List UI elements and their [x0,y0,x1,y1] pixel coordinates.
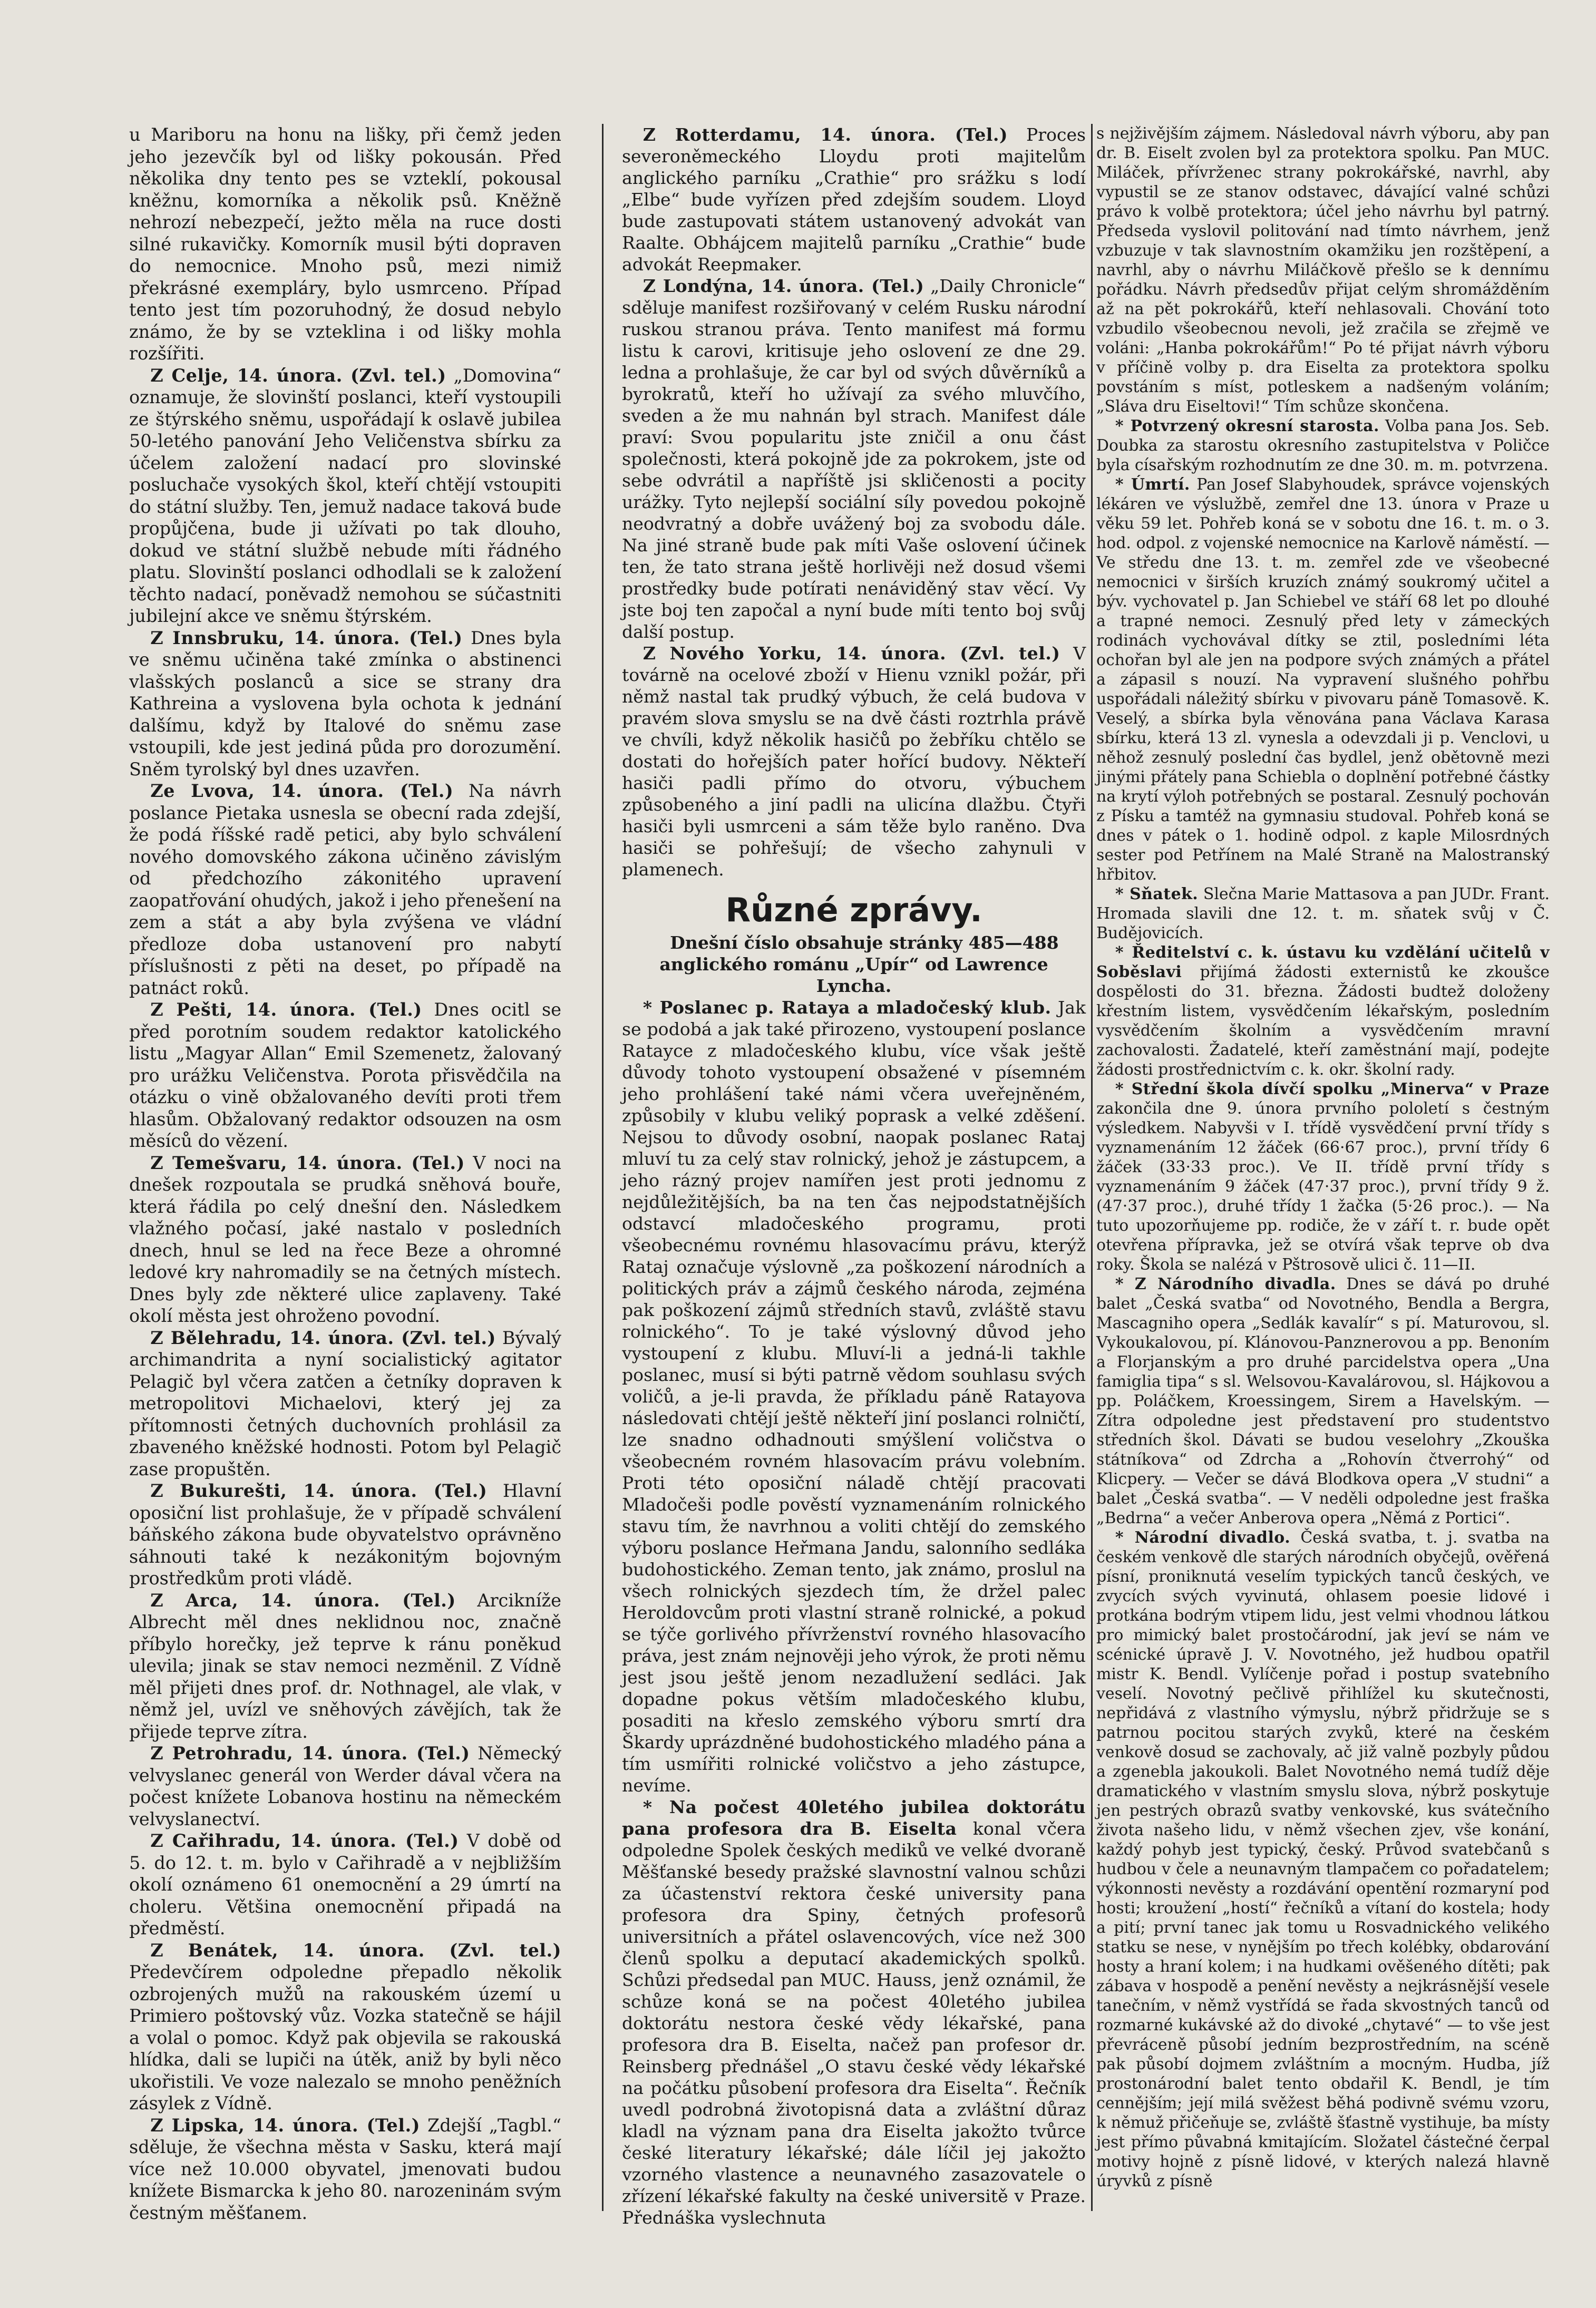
article-text: Pan Josef Slabyhoudek, správce vojenských lékáren ve výslužbě, zemřel dne 13. února v Praze u věku 59 let. Pohřeb koná se v sobotu dne 16. t. m. o 3. hod. odpol. z vojenské nemocnice na Karlově náměstí. — Ve středu dne 13. t. m. zemřel zde ve všeobecné nemocnici v širších kruzích známý soukromý učitel a býv. vychovatel p. Jan Schiebel ve stáří 68 let po dlouhé a trapné nemoci. Zesnulý před lety v zámeckých rodinách vychovával dítky se ztil, posledními léta ochořan byl ale jen na podpore svých známých a přátel a zápasil s nouzí. Na vypravení slušného pohřbu uspořádali náležitý sbírku v pivovaru páně Tomasově. K. Veselý, a sbírka byla věnována pana Václava Karasa sbírku, která 13 zl. vynesla a odevzdali ji p. Venclovi, u něhož zesnulý poslední čas bydlel, jenž obětovně mezi jinými přátely pana Schiebla o doplnění potřebné částky na krytí výloh potřebných se postaral. Zesnulý pochován z Písku a tamtéž na gymnasiu studoval. Pohřeb koná se dnes v pátek o 1. hodině odpol. z kaple Milosrdných sester pod Petřínem na Malé Straně na Malostranský hřbitov. [1096,475,1550,884]
section-heading-text: Různé zprávy. [725,891,982,929]
article-text: Proces severoněmeckého Lloydu proti majitelům anglického parníku „Crathie“ pro srážku s lodí „Elbe“ bude vyřízen před zdejším soudem. Lloyd bude zastupovati státem ustanovený advokát van Raalte. Obhájcem majitelů parníku „Crathie“ bude advokát Reepmaker. [622,124,1086,275]
article-dateline: Z Bukurešti, 14. února. (Tel.) [150,1481,488,1501]
article-dateline: Z Pešti, 14. února. (Tel.) [150,999,422,1020]
article-paragraph [1096,475,1550,884]
article-dateline: * Na počest 40letého jubilea doktorátu pana profesora dra B. Eiselta [622,1797,1086,1839]
column-left [129,124,561,2224]
article-paragraph [1096,943,1550,1079]
article-text: u Mariboru na honu na lišky, při čemž jeden jeho jezevčík byl od lišky pokousán. Před několika dny tento pes se vzteklí, pokousal kněžnu, komorníka a několik psů. Kněžně nehrozí nebezpečí, ježto měla na ruce dosti silné rukavičky. Komorník musil býti dopraven do nemocnice. Mnoho psů, mezi nimiž překrásné exempláry, bylo usmrceno. Případ tento jest tím pozoruhodný, že dosud nebylo známo, že by se vzteklina i od lišky mohla rozšířiti. [129,124,561,364]
article-text: Volba pana Jos. Seb. Doubka za starostu okresního zastupitelstva v Poličce byla císařským rozhodnutím ze dne 30. m. m. potvrzena. [1096,417,1550,474]
notice-paragraph: Dnešní číslo obsahuje stránky 485—488 anglického románu „Upír“ od Lawrence Lyncha. [659,932,1059,996]
article-paragraph [129,365,561,627]
article-paragraph [129,627,561,781]
article-dateline: Z Nového Yorku, 14. února. (Zvl. tel.) [643,643,1060,664]
article-dateline: Z Londýna, 14. února. (Tel.) [643,276,924,296]
article-paragraph [1096,416,1550,475]
article-text: Dnes ocitl se před porotním soudem redaktor katolického listu „Magyar Allan“ Emil Szemenetz, žalovaný pro urážku Veličenstva. Porota přisvědčila na otázku o vině obžalovaného devíti proti třem hlasům. Obžalovaný redaktor odsouzen na osm měsíců do vězení. [129,999,562,1151]
article-text: „Daily Chronicle“ sděluje manifest rozšiřovaný v celém Rusku národní ruskou stranou práva. Tento manifest má formu listu k carovi, kritisuje jeho oslovení ze dne 29. ledna a prohlašuje, že car byl od svých důvěrníků a byrokratů, kteří ho užívají za svého mluvčího, sveden a že mu nahnán byl strach. Manifest dále praví: Svou popularitu jste zničil a onu část společnosti, která pokojně jde za pokrokem, jste od sebe odvrátil a napříště jsi skličenosti a pocity urážky. Tyto nejlepší sociální síly povedou pokojně neodvratný a dobře uvážený boj za svobodu dále. Na jiné straně bude pak míti Vaše oslovení účinek ten, že tato strana ještě horlivěji než dosud všemi prostředky bude potírati nenáviděný stav věcí. Vy jste boj ten započal a nyní bude míti tento boj svůj další postup. [622,276,1086,642]
article-dateline: Z Celje, 14. února. (Zvl. tel.) [150,365,446,386]
article-dateline: Z Bělehradu, 14. února. (Zvl. tel.) [150,1327,496,1348]
article-text: Na návrh poslance Pietaka usnesla se obecní rada zdejší, že podá říšské radě petici, aby bylo schválení nového domovského zákona učiněno závislým od předchozího zákonitého upravení zaopatřování ohudých, jakož i jeho přenešení na zem a stát a aby byla zvýšena ve vládní předloze doba ustanovení pro nabytí příslušnosti z pěti na deset, po případě na patnáct roků. [129,781,561,998]
article-dateline: Z Benátek, 14. února. (Zvl. tel.) [150,1940,561,1961]
article-text: Předevčírem odpoledne přepadlo několik ozbrojených mužů na rakouském území u Primiero poštovský vůz. Vozka statečně se hájil a volal o pomoc. Když pak objevila se rakouská hlídka, dali se lupiči na útěk, aniž by byli něco ukořistili. Ve voze nalezalo se mnoho peněžních zásylek z Vídně. [129,1962,561,2114]
article-text: zakončila dne 9. února prvního pololetí s čestným výsledkem. Nabyvši v I. třídě vysvědčení první třídy s vyznamenáním 12 žáček (66·67 proc.), první třídy 6 žáček (33·33 proc.). Ve II. třídě první třídy s vyznamenáním 9 žáček (47·37 proc.), první třídy 9 ž. (47·37 proc.), druhé třídy 1 žačka (5·26 proc.). — Na tuto upozorňujeme pp. rodiče, že v září t. r. bude opět otevřena přípravka, jež se otvírá však teprve ob dva roky. Škola se nalézá v Pštrosově ulici č. 11—II. [1096,1099,1550,1274]
article-dateline: * Poslanec p. Rataya a mladočeský klub. [643,997,1052,1018]
article-paragraph [129,999,561,1152]
article-paragraph [1096,884,1550,943]
article-paragraph [129,1590,561,1743]
article-paragraph [129,1327,561,1481]
article-text: Zdejší „Tagbl.“ sděluje, že všechna města v Sasku, která mají více než 10.000 obyvatel, jmenovati budou knížete Bismarcka k jeho 80. narozeninám svým čestným měšťanem. [129,2115,561,2223]
column-rule-1 [602,124,604,2211]
article-paragraph [622,642,1086,880]
article-dateline: * Potvrzený okresní starosta. [1115,417,1379,435]
article-text: s nejživějším zájmem. Následoval návrh výboru, aby pan dr. B. Eiselt zvolen byl za protektora spolku. Pan MUC. Miláček, přívrženec strany pokrokářské, navrhl, aby vypustil se ze stanov odstavec, dávající valné schůzi právo k volbě protektora; účel jeho návrhu byl patrný. Předseda vyslovil politování nad tímto návrhem, jenž vzbuzuje v tak slavnostním okamžiku jen rozštěpení, a navrhl, aby o návrhu Miláčkově přešlo se k dennímu pořádku. Návrh předsedův přijat celým shromážděním až na pět pokrokářů, kteří nehlasovali. Chování toto vzbudilo všeobecnou nevoli, jež zračila se zřejmě ve voláni: „Hanba pokrokářům!“ Po té přijat návrh výboru v příčině volby p. dra Eiselta za protektora spolku povstáním s míst, potleskem a nadšeným voláním; „Sláva dru Eiseltovi!“ Tím schůze skončena. [1096,124,1550,416]
article-dateline: Z Petrohradu, 14. února. (Tel.) [150,1743,470,1764]
article-paragraph [129,1152,561,1327]
article-paragraph [129,780,561,999]
article-dateline: * Ředitelství c. k. ústavu ku vzdělání učitelů v Soběslavi [1096,943,1550,981]
article-dateline: * Úmrtí. [1115,475,1190,494]
column-middle [622,124,1086,2228]
article-text: Dnes byla ve sněmu učiněna také zmínka o abstinenci vlašských poslanců a sice se strany dra Kathreina a vyslovena byla ochota k jednání dalšímu, když by Italové do sněmu zase vstoupili, kde jest jediná půda pro dorozumění. Sněm tyrolský byl dnes uzavřen. [129,627,561,780]
article-paragraph [622,997,1086,1796]
article-text: Česká svatba, t. j. svatba na českém venkově dle starých národních obyčejů, ověřená písní, proniknutá veselím typických tanců českých, ve zvycích svých vyvinutá, ohlasem poesie lidové i protkána bodrým vtipem lidu, jest velmi vhodnou látkou pro mimický balet prostočárodní, jak jeví se nám ve scénické úpravě J. V. Novotného, jež hudbou opatřil mistr K. Bendl. Vylíčenje pořad i postup svatebního veselí. Novotný pečlivě přihlížel ku skutečnosti, nepřidává z vlastního výmyslu, nýbrž přidržuje se s patrnou pocitou starých zvyků, které na českém venkově dosud se zachovaly, ač již valně pozbyly půdou a zgenebla jakoukoli. Balet Novotného nemá tudíž děje dramatického v vlastním smyslu slova, nýbrž poskytuje jen pestrých obrazů svatby venkovské, kus svátečního života našeho lidu, v němž všechen zjev, vše konání, každý pohyb jest typický, český. Průvod svatebčanů s hudbou v čele a neunavným tlampačem co pořadatelem; výkonnosti nevěsty a rozdávání opentění rozmaryní pod hosti; kroužení „hostí“ řečníků a vítaní do kostela; hody a pití; první tanec jak tomu u Rosvadnického velikého statku se nese, v nynějším po třech kolébky, obdarování hosty a hraní kolem; i na hudkami ověšeného dítěti; pak zábava v hospodě a penění nevěsty a nejkrásnější vesele tanečním, v němž vystřídá se řada skvostných tanců od rozmarné kukávské až do divoké „chytavé“ — to vše jest převráceně působí jedním bezprostředním, na scéně pak působí dojmem zvláštním a mocným. Hudba, jíž prostonárodní balet tento obdařil K. Bendl, je tím cennějším; její milá svěžest běhá podivně svému vzoru, k němuž přičeňuje se, zvláště šťastně vystihuje, ba místy jest přímo půvabná kmitajícím. Složatel částečné čerpal motivy hojně z písně lidové, v kterých nalezá hlavně úryvků z písně [1096,1528,1550,2190]
article-dateline: Z Arca, 14. února. (Tel.) [150,1590,456,1611]
article-text: V noci na dnešek rozpoutala se prudká sněhová bouře, která řádila po celý dnešní den. Následkem vlažného počasí, jaké nastalo v posledních dnech, hnul se led na řece Beze a ohromné ledové kry nahromadily se na četných místech. Dnes byly zde některé ulice zaplaveny. Také okolí města jest ohroženo povodní. [129,1152,561,1326]
article-dateline: * Střední škola dívčí spolku „Minerva“ v Praze [1115,1080,1550,1098]
article-paragraph [622,1796,1086,2228]
article-dateline: * Sňatek. [1115,885,1199,903]
article-text: Jak se podobá a jak také přirozeno, vystoupení poslance Ratayce z mladočeského klubu, více však ještě důvody tohoto vystoupení obsažené v písemném jeho prohlášení také námi včera uveřejněném, způsobily v klubu veliký poprask a velké zděšení. Nejsou to důvody osobní, naopak poslanec Rataj mluví tu za celý stav rolnický, jehož je zástupcem, a jeho rázný projev namířen jest proti jednomu z nejdůležitějších, ba na ten čas nejpodstatnějších odstavcí mladočeského programu, proti všeobecnému rovnému hlasovacímu právu, kterýž Rataj označuje výslovně „za poškození národních a politických práv a zájmů českého národa, zejména pak poškození zájmů středních stavů, zvláště stavu rolnického“. To je také výslovný důvod jeho vystoupení z klubu. Mluví-li a jedná-li takhle poslanec, musí si býti patrně vědom souhlasu svých voličů, a je-li pravda, že příkladu páně Ratayova následovati chtějí ještě někteří jiní poslanci rolničtí, lze snadno odhadnouti smýšlení voličstva o všeobecném rovném hlasovacím právu volebním. Proti této oposiční náladě chtějí pracovati Mladočeši podle pověstí vyznamenáním rolnického stavu tím, že navrhnou a voliti chtějí do zemského výboru poslance Heřmana Jandu, salonního sedláka budohostického. Zeman tento, jak známo, proslul na všech rolnických sjezdech tím, že držel palec Heroldovcům proti vlastní straně rolnické, a pokud se týče gorlivého přívrženství rovného hlasovacího práva, jest znám nejnověji jeho výrok, že proti němu jest jsou ještě jenom nezadlužení sedláci. Jak dopadne pokus větším mladočeského klubu, posaditi na křeslo zemského výboru smrtí dra Škardy uprázdněné budohostického mladého pána a tím usmířiti rolnické voličstvo a jeho zástupce, nevíme. [622,997,1086,1796]
article-paragraph [129,1480,561,1590]
article-paragraph [622,275,1086,642]
article-text: konal včera odpoledne Spolek českých mediků ve velké dvoraně Měšťanské besedy pražské slavnostní valnou schůzi za účastenství rektora české university pana profesora dra Spiny, četných profesorů universitních a přátel oslavencových, více než 300 členů spolku a deputací akademických spolků. Schůzi předsedal pan MUC. Hauss, jenž oznámil, že schůze koná se na počest 40letého jubilea doktorátu nestora české vědy lékařské, pana profesora dra B. Eiselta, načež pan profesor dr. Reinsberg přednášel „O stavu české vědy lékařské na počátku působení profesora dra Eiselta“. Řečník uvedl podrobná životopisná data a zvláštní důraz kladl na význam pana dra Eiselta jakožto tvůrce české literatury lékařské; dále líčil jej jakožto vzorného vlastence a neunavného zasazovatele o zřízení lékařské fakulty na české universitě v Praze. Přednáška vyslechnuta [622,1818,1086,2228]
article-dateline: Z Lipska, 14. února. (Tel.) [150,2115,420,2136]
article-paragraph [129,2115,561,2224]
article-paragraph [622,124,1086,275]
article-dateline: * Z Národního divadla. [1115,1275,1336,1293]
article-dateline: Z Rotterdamu, 14. února. (Tel.) [643,124,1008,145]
article-paragraph [1096,124,1550,416]
article-dateline: Ze Lvova, 14. února. (Tel.) [150,781,454,801]
article-dateline: Z Innsbruku, 14. února. (Tel.) [150,627,463,648]
article-text: Bývalý archimandrita a nyní socialistický agitator Pelagič byl včera zatčen a četníky dopraven k metropolitovi Michaelovi, který jej za přítomnosti četných duchovních prohlásil za zbaveného kněžské hodnosti. Potom byl Pelagič zase propuštěn. [129,1327,561,1479]
column-rule-2 [1091,124,1093,2211]
article-text: Německý velvyslanec generál von Werder dával včera na počest knížete Lobanova hostinu na německém velvyslanectví. [129,1743,561,1829]
article-paragraph [129,124,561,365]
article-text: Hlavní oposiční list prohlašuje, že v případě schválení báňského zákona bude obyvatelstvo oprávněno sáhnouti také k nezákonitým bojovným prostředkům proti vládě. [129,1481,561,1589]
article-text: přijímá žádosti externistů ke zkoušce dospělosti do 31. března. Žádosti budtež doloženy křestním listem, vysvědčením lékařským, posledním vysvědčením školním a vysvědčením mravní zachovalosti. Žadatelé, kteří zaměstnání mají, podejte žádosti prostřednictvím c. k. okr. školní rady. [1096,963,1550,1079]
section-heading [622,892,1086,929]
article-paragraph [1096,1528,1550,2191]
article-paragraph [1096,1274,1550,1528]
article-text: Slečna Marie Mattasova a pan JUDr. Frant. Hromada slavili dne 12. t. m. sňatek svůj v Č. Budějovicích. [1096,885,1550,942]
article-text: Dnes se dává po druhé balet „Česká svatba“ od Novotného, Bendla a Bergra, Mascagniho opera „Sedlák kavalír“ s pí. Maturovou, sl. Vykoukalovou, pí. Klánovou-Panznerovou a pp. Benoním a Florjanským a pro druhé parcidelstva opera „Una famiglia tipa“ s sl. Welsovou-Kavalárovou, sl. Hájkovou a pp. Poláčkem, Kroessingem, Sirem a Havelským. — Zítra odpoledne jest představení pro studentstvo středních škol. Dávati se budou veselohry „Zkouška státníkova“ od Zdrcha a „Rohovín čtverrohý“ od Klicpery. — Večer se dává Blodkova opera „V studni“ a balet „Česká svatba“. — V neděli odpoledne jest fraška „Bedrna“ a večer Anberova opera „Němá z Portici“. [1096,1275,1550,1527]
article-text: „Domovina“ oznamuje, že slovinští poslanci, kteří vystoupili ze štýrského sněmu, uspořádají k oslavě jubilea 50-letého panování Jeho Veličenstva sbírku za účelem založení nadací pro slovinské posluchače vysokých škol, kteří chtějí vstoupiti do státní služby. Ten, jemuž nadace taková bude propůjčena, bude ji užívati po tak dlouho, dokud ve státní službě nebude míti řádného platu. Slovinští poslanci odhodlali se k založení těchto nadací, poněvadž nemohou se súčastniti jubilejní akce ve sněmu štýrském. [129,365,561,626]
article-text: V době od 5. do 12. t. m. bylo v Cařihradě a v nejbližším okolí oznámeno 61 onemocnění a 29 úmrtí na choleru. Většina onemocnění připadá na předměstí. [129,1830,561,1939]
article-paragraph [129,1742,561,1830]
article-dateline: Z Temešvaru, 14. února. (Tel.) [150,1152,465,1173]
article-paragraph [1096,1079,1550,1274]
article-paragraph [129,1940,561,2115]
column-right [1096,124,1550,2191]
article-text: Arcikníže Albrecht měl dnes neklidnou noc, značně příbylo horečky, jež teprve k ránu poněkud ulevila; jinak se stav nemoci nezměnil. Z Vídně měl přijeti dnes prof. dr. Nothnagel, ale vlak, v němž jel, uvízl ve sněhových závějích, tak že přijede teprve zítra. [129,1590,561,1742]
article-dateline: * Národní divadlo. [1115,1528,1291,1547]
article-paragraph [129,1830,561,1940]
article-text: V továrně na ocelové zboží v Hienu vznikl požár, při němž nastal tak prudký výbuch, že celá budova v pravém slova smyslu se na dvě části roztrhla právě ve chvíli, když několik hasičů po žebříku chtělo se dostati do hořejších pater hořící budovy. Někteří hasiči padli přímo do otvoru, výbuchem způsobeného a jiní padli na ulicína dlažbu. Čtyři hasiči byli usmrceni a sám těže bylo raněno. Dva hasiči se pohřešují; de všecho zahynuli v plamenech. [622,643,1086,880]
article-dateline: Z Cařihradu, 14. února. (Tel.) [150,1830,459,1851]
